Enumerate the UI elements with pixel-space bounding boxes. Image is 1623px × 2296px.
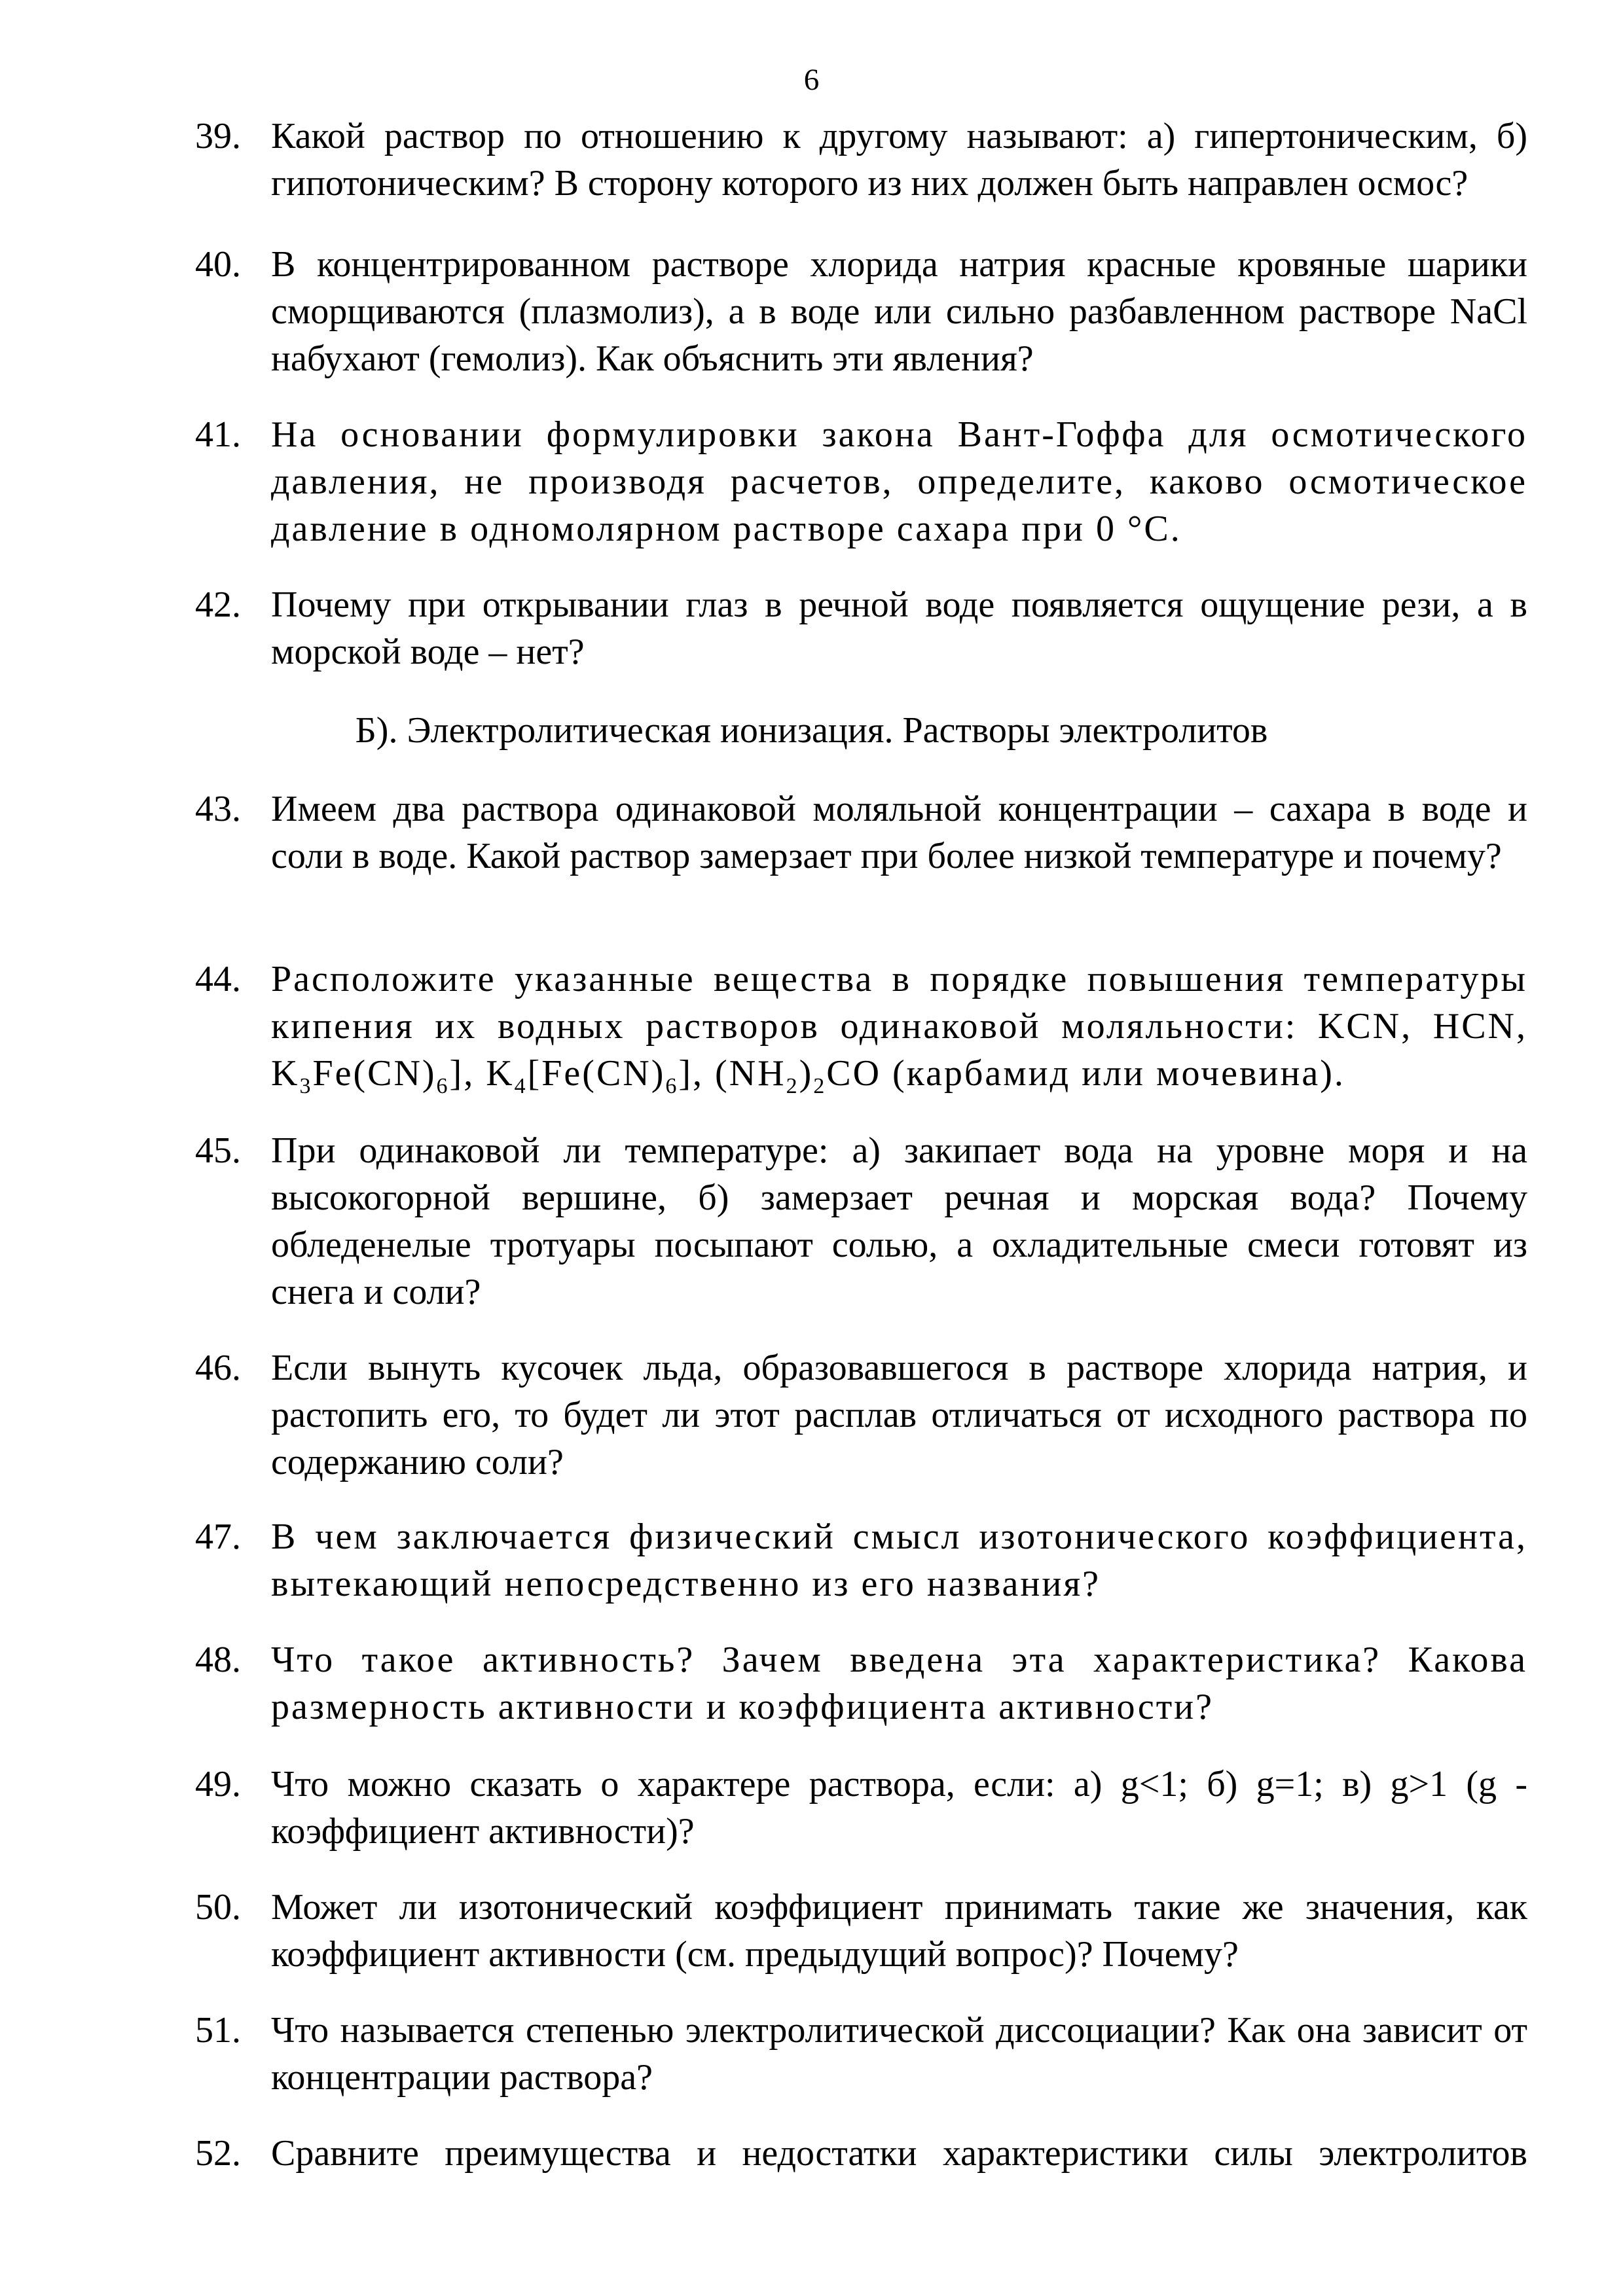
question-text: В концентрированном растворе хлорида натрия красные кровяные шарики сморщиваются (плазмолиз), а в воде или сильно разбавленном растворе NaCl набухают (гемолиз). Как объяснить эти явления?	[271, 244, 1527, 379]
question-45	[195, 1127, 1527, 1316]
question-number: 51.	[195, 2010, 241, 2051]
question-number: 50.	[195, 1887, 241, 1928]
question-40	[195, 241, 1527, 382]
question-46	[195, 1344, 1527, 1486]
question-number: 47.	[195, 1516, 241, 1557]
question-number: 49.	[195, 1764, 241, 1804]
question-number: 43.	[195, 789, 241, 829]
question-number: 42.	[195, 584, 241, 625]
question-39	[195, 113, 1527, 207]
question-text: Что можно сказать о характере раствора, если: а) g<1; б) g=1; в) g>1 (g - коэффициент активности)?	[271, 1764, 1527, 1852]
question-43	[195, 785, 1527, 880]
question-number: 40.	[195, 244, 241, 285]
question-number: 41.	[195, 414, 241, 455]
question-text: Какой раствор по отношению к другому называют: а) гипертоническим, б) гипотоническим? В сторону которого из них должен быть направлен осмос?	[271, 116, 1527, 204]
question-text: Что такое активность? Зачем введена эта характеристика? Какова размерность активности и коэффициента активности?	[271, 1640, 1527, 1727]
question-52	[195, 2130, 1527, 2177]
question-text	[271, 956, 1527, 1097]
question-44	[195, 956, 1527, 1097]
question-text: Может ли изотонический коэффициент принимать такие же значения, как коэффициент активности (см. предыдущий вопрос)? Почему?	[271, 1887, 1527, 1975]
question-49	[195, 1761, 1527, 1855]
question-text: Что называется степенью электролитической диссоциации? Как она зависит от концентрации раствора?	[271, 2010, 1527, 2098]
question-number: 45.	[195, 1130, 241, 1171]
question-41	[195, 411, 1527, 552]
question-text: В чем заключается физический смысл изотонического коэффициента, вытекающий непосредственно из его названия?	[271, 1516, 1527, 1604]
question-51	[195, 2007, 1527, 2101]
question-48	[195, 1636, 1527, 1731]
question-number: 48.	[195, 1640, 241, 1680]
question-42	[195, 581, 1527, 675]
page-number: 6	[803, 63, 820, 97]
question-number: 46.	[195, 1348, 241, 1388]
question-text: Сравните преимущества и недостатки характеристики силы электролитов	[271, 2133, 1527, 2174]
question-47	[195, 1513, 1527, 1607]
question-50	[195, 1884, 1527, 1978]
formula: $K_3Fe(CN)_6$], $K_4[Fe(CN)_6]$, $(NH_2)_2CO$ (карбамид или мочевина).	[271, 1053, 1345, 1098]
question-text-part: Расположите указанные вещества в порядке повышения температуры кипения их водных растворов одинаковой моляльности: KCN, HCN,	[271, 959, 1527, 1047]
question-text: Почему при открывании глаз в речной воде появляется ощущение рези, а в морской воде – нет?	[271, 584, 1527, 672]
question-text: Если вынуть кусочек льда, образовавшегося в растворе хлорида натрия, и растопить его, то будет ли этот расплав отличаться от исходного раствора по содержанию соли?	[271, 1348, 1527, 1482]
question-number: 52.	[195, 2133, 241, 2174]
question-text: На основании формулировки закона Вант-Гоффа для осмотического давления, не производя расчетов, определите, каково осмотическое давление в одномолярном растворе сахара при 0 °С.	[271, 414, 1527, 549]
question-number: 39.	[195, 116, 241, 156]
section-title: Б). Электролитическая ионизация. Растворы электролитов	[355, 710, 1268, 751]
question-text: Имеем два раствора одинаковой моляльной концентрации – сахара в воде и соли в воде. Какой раствор замерзает при более низкой температуре и почему?	[271, 789, 1527, 876]
question-number: 44.	[195, 959, 241, 999]
question-text: При одинаковой ли температуре: а) закипает вода на уровне моря и на высокогорной вершине, б) замерзает речная и морская вода? Почему обледенелые тротуары посыпают солью, а охладительные смеси готовят из снега и соли?	[271, 1130, 1527, 1312]
